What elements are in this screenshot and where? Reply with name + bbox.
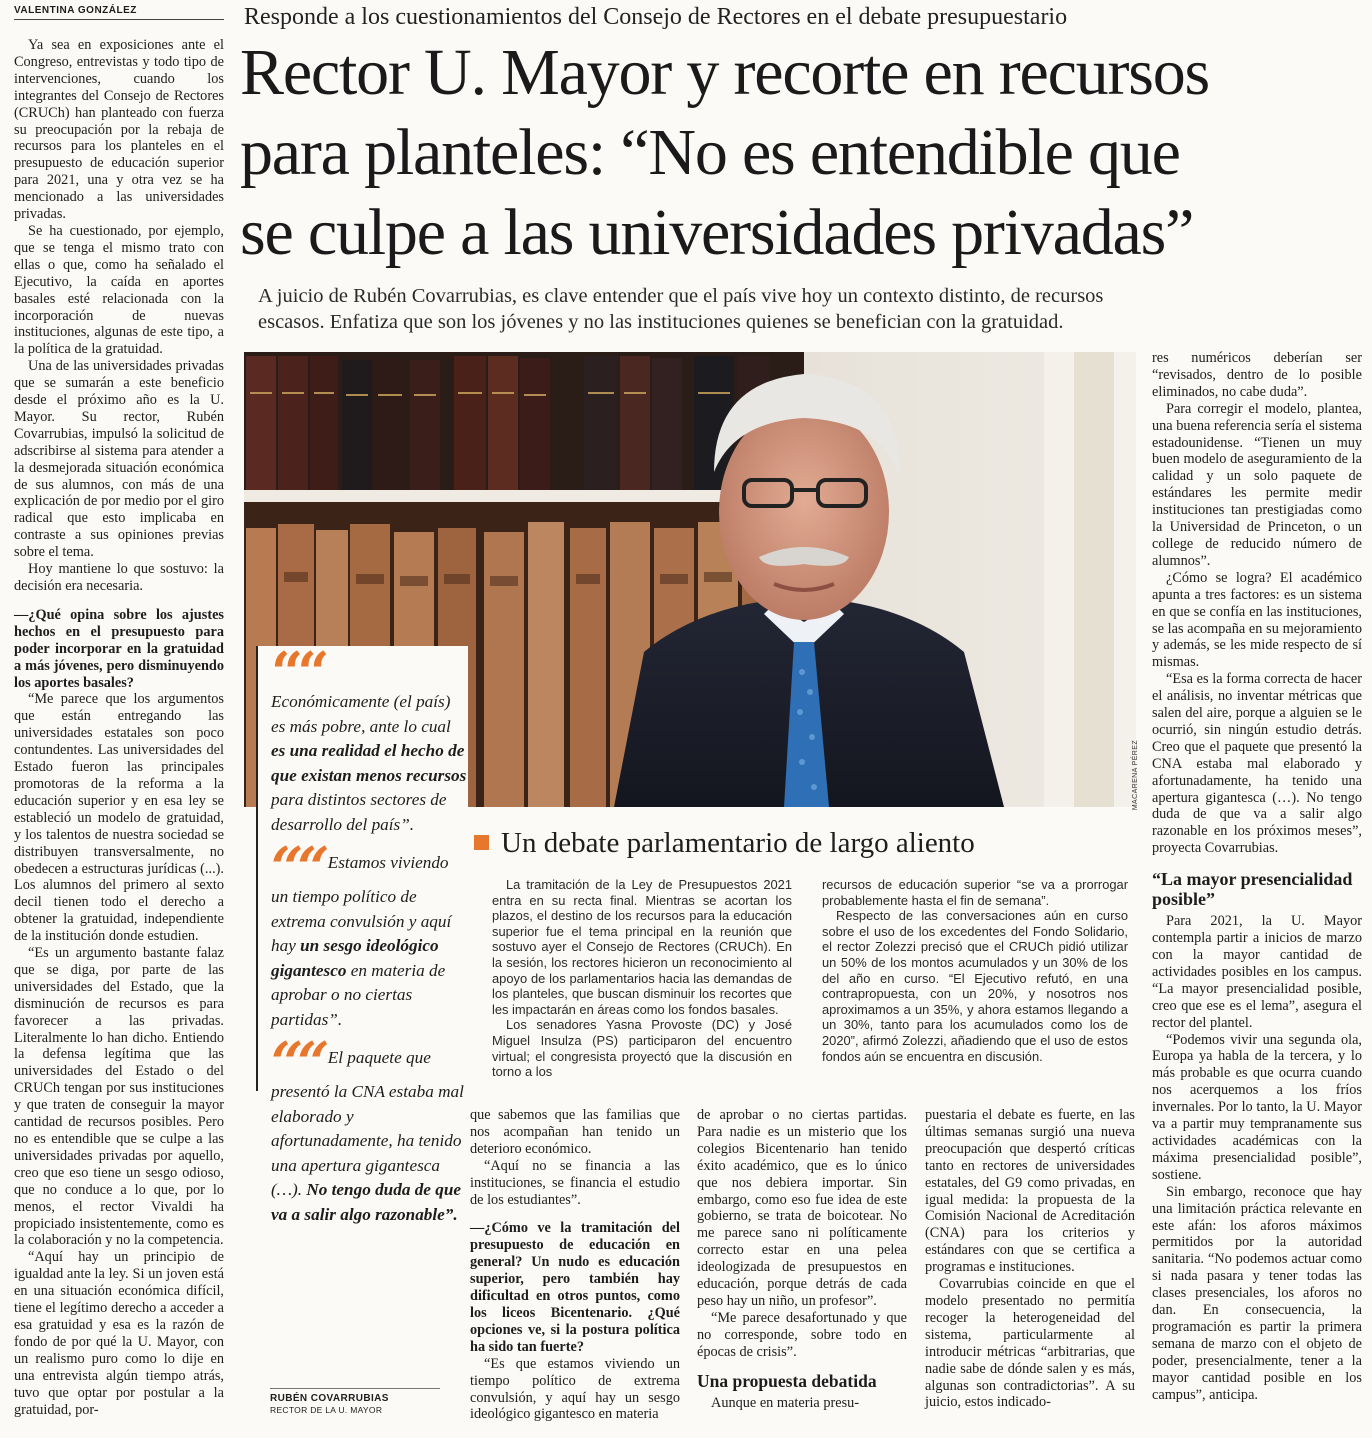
subheading: “La mayor presencialidad posible”	[1152, 869, 1353, 910]
paragraph: Hoy mantiene lo que sostuvo: la decisión era necesaria.	[14, 561, 224, 594]
square-bullet-icon	[474, 835, 489, 850]
quote-mark-icon: “	[271, 835, 298, 901]
pull-quote-3: ““ El paquete que presentó la CNA estaba mal elaborado y afortunadamente, ha tenido una apertura gigantesca (…). No tengo duda de que va a salir algo razonable”.	[271, 1030, 464, 1224]
signature-divider	[270, 1388, 440, 1389]
photo-credit: MACARENA PÉREZ	[1132, 740, 1139, 811]
pull-quote-1: Económicamente (el país) es más pobre, ante lo cual es una realidad el hecho de que existan menos recursos para distintos sectores de desarrollo del país”.	[271, 692, 467, 834]
headline-line-3: se culpe a las universidades privadas”	[240, 196, 1194, 269]
deck	[258, 283, 1358, 335]
paragraph: “Podemos vivir una segunda ola, Europa ya habla de la tercera, y lo más probable es que ocurra cuando nos acerquemos a los fríos invernales. Por lo tanto, la U. Mayor va a partir muy tempranamente sus actividades académicas con la máxima presencialidad posible”, sostiene.	[1152, 1031, 1362, 1183]
paragraph: Covarrubias coincide en que el modelo presentado no permitía recoger la heterogeneidad del sistema, particularmente al introducir métricas “arbitrarias, que nadie sabe de dónde salen y es más, algunas son contradictorias”. A su juicio, estos indicado-	[925, 1276, 1135, 1411]
paragraph: Para 2021, la U. Mayor contempla partir a inicios de marzo con la mayor cantidad de actividades posibles en los campus. “La mayor presencialidad posible, creo que ese es el lema”, asegura el rector del plantel.	[1152, 913, 1362, 1031]
signature-name: RUBÉN COVARRUBIAS	[270, 1393, 389, 1404]
pull-quote-box	[256, 640, 468, 1224]
paragraph: Los senadores Yasna Provoste (DC) y José Miguel Insulza (PS) participaron del encuentro virtual; el congresista proyectó que la discusión en torno a los	[492, 1017, 792, 1080]
paragraph: recursos de educación superior “se va a prorrogar probablemente hasta el fin de semana”.	[822, 877, 1128, 908]
paragraph: La tramitación de la Ley de Presupuestos 2021 entra en su recta final. Mientras se acortan los plazos, el destino de los recursos para la educación superior fue el tema principal en la reunión que sostuvo ayer el Consejo de Rectores (CRUCh). En la sesión, los rectores hicieron un reconocimiento al apoyo de los parlamentarios hacia las demandas de los planteles, que buscan disminuir los recortes que les impactarán en áreas como los fondos basales.	[492, 877, 792, 1017]
column-right	[1152, 350, 1362, 1403]
paragraph: puestaria el debate es fuerte, en las últimas semanas surgió una nueva preocupación que despertó críticas tanto en rectores de universidades estatales, del G9 como privadas, en igual medida: la propuesta de la Comisión Nacional de Acreditación (CNA) para los criterios y estándares con que se certifica a programas e instituciones.	[925, 1107, 1135, 1276]
paragraph: “Aquí no se financia a las instituciones, se financia el estudio de los estudiantes”.	[470, 1157, 680, 1208]
quote-mark-icon: “	[297, 1030, 324, 1096]
quote-mark-icon: “	[297, 640, 324, 706]
headline-line-1: Rector U. Mayor y recorte en recursos	[240, 36, 1210, 109]
subheading: Una propuesta debatida	[697, 1370, 877, 1391]
interview-question: —¿Qué opina sobre los ajustes hechos en el presupuesto para poder incorporar en la gratuidad a más jóvenes, pero disminuyendo los aportes basales?	[14, 606, 224, 691]
paragraph: “Es que estamos viviendo un tiempo político de extrema convulsión, y aquí hay un sesgo ideológico gigantesco en materia	[470, 1355, 680, 1423]
paragraph: que sabemos que las familias que nos acompañan han tenido un deterioro económico.	[470, 1107, 680, 1157]
paragraph: Sin embargo, reconoce que hay una limitación práctica relevante en este afán: los aforos máximos permitidos por la autoridad sanitaria. “No podemos actuar como si nada pasara y tener todas las clases presenciales, los aforos no dan. En consecuencia, la programación es partir la primera semana de marzo con el objeto de poder, presencialmente, tener a la mayor cantidad posible en los campus”, anticipa.	[1152, 1183, 1362, 1403]
signature-role: RECTOR DE LA U. MAYOR	[270, 1405, 383, 1415]
column-2	[470, 1107, 680, 1423]
paragraph: Aunque en materia presu-	[711, 1394, 860, 1411]
paragraph: “Aquí hay un principio de igualdad ante la ley. Si un joven está en una situación económica difícil, tiene el legítimo derecho a acceder a esa gratuidad y esa es la razón de fondo de por qué la U. Mayor, con un realismo puro como lo dije en una entrevista algún tiempo atrás, tuvo que optar por postular a la gratuidad, por-	[14, 1249, 224, 1418]
paragraph: “Me parece desafortunado y que no corresponde, sobre todo en épocas de crisis”.	[697, 1309, 907, 1360]
paragraph: “Me parece que los argumentos que están entregando las universidades estatales son poco contundentes. Las universidades del Estado fueron las principales promotoras de la reforma a la educación superior y en esa ley se estableció un modelo de gratuidad, y los talentos de nuestra sociedad se distribuyen transversalmente, no obedecen a estructuras jurídicas (...). Los alumnos del primero al sexto decil tienen todo el derecho a obtener la gratuidad, independiente de la institución donde estudien.	[14, 691, 224, 945]
paragraph: res numéricos deberían ser “revisados, dentro de lo posible eliminados, no cabe duda”.	[1152, 350, 1362, 400]
quote-mark-icon: “	[271, 1030, 298, 1096]
paragraph: Una de las universidades privadas que se sumarán a este beneficio desde el próximo año es la U. Mayor. Su rector, Rubén Covarrubias, impulsó la solicitud de adscribirse al sistema para atender a la desmejorada situación económica de sus alumnos, con más de una explicación de por medio por el giro radical que esto implicaba en contraste a sus opiniones previas sobre el tema.	[14, 358, 224, 561]
paragraph: de aprobar o no ciertas partidas. Para nadie es un misterio que los colegios Bicentenario han tenido éxito académico, que es lo único que nos debiera importar. Sin embargo, como eso fue idea de este gobierno, se trata de boicotear. No me parece sano ni políticamente correcto estar en una pelea ideologizada de presupuestos en educación, porque detrás de cada peso hay un niño, un profesor”.	[697, 1107, 907, 1309]
headline-line-2: para planteles: “No es entendible que	[240, 116, 1180, 189]
sidebar-column-right	[822, 877, 1128, 1064]
kicker: Responde a los cuestionamientos del Consejo de Rectores en el debate presupuestario	[244, 4, 1068, 30]
paragraph: “Es un argumento bastante falaz que se diga, por parte de las universidades del Estado, que la disminución de recursos es para favorecer a las privadas. Literalmente lo han dicho. Entiendo la defensa legítima que las universidades del Estado o del CRUCh tengan por sus instituciones y que traten de conseguir la mayor cantidad de recursos posibles. Pero no es entendible que se culpe a las universidades privadas por aquello, creo que eso tiene un sesgo odioso, que no conduce a lo que, por lo menos, el rector Vivaldi ha propiciado insistentemente, como es la colaboración y no la competencia.	[14, 945, 224, 1249]
column-4	[925, 1107, 1135, 1411]
interview-question: —¿Cómo ve la tramitación del presupuesto de educación en general? Un nudo es educación superior, pero también hay dificultad en otros puntos, como los liceos Bicentenario. ¿Qué opciones ve, si la postura política ha sido tan fuerte?	[470, 1220, 680, 1355]
paragraph: “Esa es la forma correcta de hacer el análisis, no inventar métricas que salen del aire, porque a alguien se le ocurrió, sin ningún estudio detrás. Creo que el paquete que presentó la CNA estaba mal elaborado y afortunadamente, ha tenido una apertura gigantesca (…). No tengo duda de que va a salir algo razonable en los próximos meses”, proyecta Covarrubias.	[1152, 671, 1362, 857]
deck-line-1: A juicio de Rubén Covarrubias, es clave entender que el país vive hoy un contexto distinto, de recursos	[258, 285, 1104, 307]
sidebar-column-left	[492, 877, 792, 1080]
deck-line-2: escasos. Enfatiza que son los jóvenes y no las instituciones quienes se benefician con la gratuidad.	[258, 311, 1064, 333]
quote-mark-icon: “	[297, 835, 324, 901]
byline: VALENTINA GONZÁLEZ	[14, 5, 224, 20]
paragraph: Respecto de las conversaciones aún en curso sobre el uso de los excedentes del Fondo Solidario, el rector Zolezzi precisó que el CRUCh pidió utilizar un 50% de los montos acumulados y un 30% de los del año en curso. “El Ejecutivo refutó, en una contrapropuesta, con un 20%, y nosotros nos aproximamos a un 35%, y ahora estamos llegando a un 30%, tanto para los acumulados como los de 2020”, afirmó Zolezzi, añadiendo que el uso de estos fondos aún se encuentra en discusión.	[822, 908, 1128, 1064]
headline	[240, 33, 1370, 273]
paragraph: Se ha cuestionado, por ejemplo, que se tenga el mismo trato con ellas o que, como ha señalado el Ejecutivo, la caída en aportes basales esté relacionada con la incorporación de nuevas instituciones, algunas de este tipo, a la política de la gratuidad.	[14, 222, 224, 358]
paragraph: Ya sea en exposiciones ante el Congreso, entrevistas y todo tipo de intervenciones, cuando los integrantes del Consejo de Rectores (CRUCh) han planteado con fuerza su preocupación por la rebaja de recursos para los planteles en el presupuesto de educación superior para 2021, una y otra vez se ha mencionado a las universidades privadas.	[14, 37, 224, 223]
paragraph: ¿Cómo se logra? El académico apunta a tres factores: es un sistema en que se confía en las instituciones, se las acompaña en su mejoramiento y además, se les mide respecto de sí mismas.	[1152, 569, 1362, 671]
column-left	[14, 37, 224, 1418]
sidebar-title: Un debate parlamentario de largo aliento	[474, 826, 1134, 860]
paragraph: Para corregir el modelo, plantea, una buena referencia sería el sistema estadounidense. “Tienen un muy buen modelo de aseguramiento de la calidad y un solo paquete de estándares les permite medir instituciones tan prestigiadas como la Universidad de Princeton, o un college de reducido número de alumnos”.	[1152, 400, 1362, 569]
quote-mark-icon: “	[271, 640, 298, 706]
column-3	[697, 1107, 907, 1412]
pull-quote-2: ““ Estamos viviendo un tiempo político de extrema convulsión y aquí hay un sesgo ideológico gigantesco en materia de aprobar o no ciertas partidas”.	[271, 835, 452, 1029]
